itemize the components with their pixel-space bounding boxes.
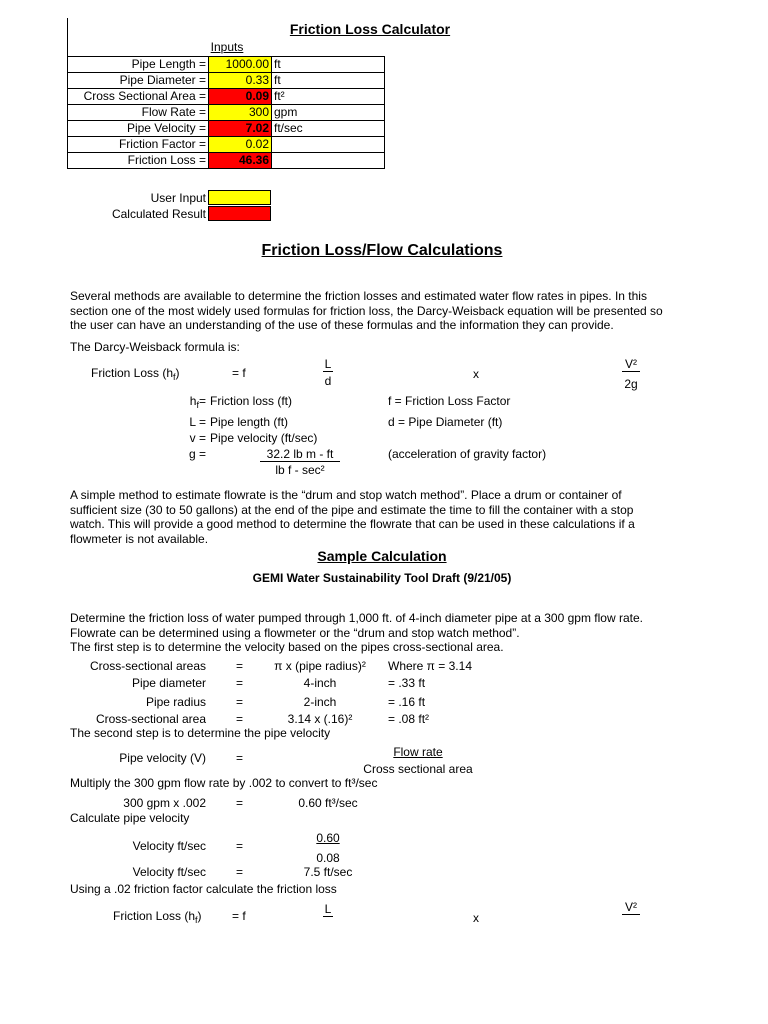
calculator-row (68, 73, 385, 89)
formula-intro: The Darcy-Weisback formula is: (70, 340, 240, 354)
drum-line: flowmeter is not available. (70, 531, 209, 546)
def-g-numerator: 32.2 lb m - ft (266, 447, 334, 461)
area-row-expr: 4-inch (303, 676, 337, 690)
problem-line: Determine the friction loss of water pumped through 1,000 ft. of 4-inch diameter pipe at a 300 gpm flow rate. (70, 611, 643, 625)
convert-text: Multiply the 300 gpm flow rate by .002 to convert to ft³/sec (70, 776, 378, 790)
calculator-row-label: Cross Sectional Area = (68, 89, 209, 105)
area-row-result: Where π = 3.14 (388, 659, 472, 673)
def-v-symbol: v = (189, 431, 206, 445)
calculator-row-unit: ft (272, 73, 385, 89)
velocity-label: Pipe velocity (V) (119, 751, 206, 765)
calculator-row-unit: ft² (272, 89, 385, 105)
calculator-row (68, 105, 385, 121)
area-row-label: Cross-sectional areas (89, 659, 206, 673)
vel2-eq: = (236, 865, 244, 879)
legend-user-input-label: User Input (150, 191, 206, 205)
formula2-lhs: Friction Loss $(h_f)$ (113, 909, 202, 925)
def-hf-text: Friction loss (ft) (210, 394, 293, 408)
calculator-row-label: Flow Rate = (68, 105, 209, 121)
def-f-text: f = Friction Loss Factor (388, 394, 511, 408)
calculator-row-unit: ft (272, 57, 385, 73)
calculator-left-border (67, 18, 68, 58)
def-hf-symbol: $h_f=$ (189, 394, 206, 410)
calculator-row (68, 121, 385, 137)
legend-user-input-swatch (208, 190, 271, 205)
area-row-result: = .33 ft (388, 676, 426, 690)
sample-subtitle: GEMI Water Sustainability Tool Draft (9/21/05) (252, 571, 512, 585)
formula2-times: x (473, 911, 479, 925)
calculator-row-label: Friction Loss = (68, 153, 209, 169)
calculator-title: Friction Loss Calculator (289, 21, 451, 37)
calculator-input-value[interactable]: 0.02 (209, 137, 272, 153)
velocity-eq: = (236, 751, 244, 765)
calculator-row-label: Friction Factor = (68, 137, 209, 153)
calculator-table (67, 56, 385, 169)
intro-line: section one of the most widely used formulas for friction loss, the Darcy-Weisback equation will be presented so (70, 303, 663, 318)
drum-paragraph (70, 488, 710, 546)
area-row-label: Pipe diameter (131, 676, 206, 690)
area-row-expr: 2-inch (303, 695, 337, 709)
calculator-row-unit (272, 153, 385, 169)
formula-fraction-bar-2 (622, 371, 640, 372)
step2-text: The second step is to determine the pipe velocity (70, 726, 331, 740)
calculator-row (68, 137, 385, 153)
vel2-label: Velocity ft/sec (132, 865, 206, 879)
area-row-eq: = (236, 712, 244, 726)
convert-value: 0.60 ft³/sec (298, 796, 358, 810)
area-row-eq: = (236, 676, 244, 690)
formula-den-2g: 2g (624, 377, 638, 391)
area-row-label: Pipe radius (145, 695, 206, 709)
def-v-text: Pipe velocity (ft/sec) (210, 431, 318, 445)
vel1-eq: = (236, 839, 244, 853)
legend-calculated-label: Calculated Result (111, 207, 206, 221)
friction-text: Using a .02 friction factor calculate the friction loss (70, 882, 337, 896)
problem-line: The first step is to determine the velocity based on the pipes cross-sectional area. (70, 640, 504, 654)
vel2-value: 7.5 ft/sec (303, 865, 353, 879)
velocity-denominator: Cross sectional area (363, 762, 473, 776)
formula2-fraction-bar-1 (323, 916, 333, 917)
calculator-input-value[interactable]: 0.33 (209, 73, 272, 89)
calculator-row (68, 57, 385, 73)
formula-den-d: d (324, 374, 332, 388)
calculator-result-value: 7.02 (209, 121, 272, 137)
calculator-row-label: Pipe Length = (68, 57, 209, 73)
formula2-fraction-bar-2 (622, 914, 640, 915)
calculator-row-unit: gpm (272, 105, 385, 121)
area-row-expr: 3.14 x (.16)² (287, 712, 353, 726)
intro-line: the user can have an understanding of the use of these formulas and the information they can provide. (70, 318, 614, 332)
formula2-num-l: L (324, 902, 332, 916)
calculator-row-label: Pipe Velocity = (68, 121, 209, 137)
convert-eq: = (236, 796, 244, 810)
area-row-result: = .08 ft² (388, 712, 430, 726)
def-l-text: Pipe length (ft) (210, 415, 289, 429)
intro-line: Several methods are available to determine the friction losses and estimated water flow rates in pipes. In this (70, 289, 647, 303)
def-d-text: d = Pipe Diameter (ft) (388, 415, 503, 429)
inputs-label: Inputs (210, 40, 244, 54)
calculator-row (68, 89, 385, 105)
calc-velocity-text: Calculate pipe velocity (70, 811, 190, 825)
vel1-label: Velocity ft/sec (132, 839, 206, 853)
sample-title: Sample Calculation (317, 548, 447, 564)
problem-line: Flowrate can be determined using a flowmeter or the “drum and stop watch method”. (70, 625, 520, 640)
def-g-denominator: lb f - sec² (275, 463, 325, 477)
legend-calculated-swatch (208, 206, 271, 221)
drum-line: A simple method to estimate flowrate is the “drum and stop watch method”. Place a drum or container of (70, 488, 622, 502)
calculator-input-value[interactable]: 1000.00 (209, 57, 272, 73)
calculator-row-unit (272, 137, 385, 153)
vel1-denominator: 0.08 (316, 851, 340, 865)
convert-label: 300 gpm x .002 (123, 796, 206, 810)
formula-equals-f: = f (232, 366, 246, 380)
vel1-numerator: 0.60 (316, 831, 340, 845)
velocity-numerator: Flow rate (393, 745, 443, 759)
formula-lhs: Friction Loss $(h_f)$ (91, 366, 180, 382)
formula-num-l: L (324, 357, 332, 371)
area-row-eq: = (236, 695, 244, 709)
formula-num-v2: V² (625, 357, 637, 371)
def-g-text: (acceleration of gravity factor) (388, 447, 547, 461)
area-row-label: Cross-sectional area (95, 712, 206, 726)
problem-paragraph (70, 611, 710, 655)
section-title: Friction Loss/Flow Calculations (261, 242, 503, 259)
intro-paragraph (70, 289, 710, 333)
calculator-result-value: 0.09 (209, 89, 272, 105)
calculator-row-unit: ft/sec (272, 121, 385, 137)
area-row-expr: π x (pipe radius)² (274, 659, 366, 673)
calculator-input-value[interactable]: 300 (209, 105, 272, 121)
formula-fraction-bar-1 (323, 371, 333, 372)
formula2-num-v2: V² (625, 900, 637, 914)
drum-line: watch. This will provide a good method to determine the flowrate that can be used in these calculations if a (70, 517, 635, 531)
calculator-row (68, 153, 385, 169)
calculator-result-value: 46.36 (209, 153, 272, 169)
drum-line: sufficient size (30 to 50 gallons) at the end of the pipe and estimate the time to fill the container with a stop (70, 502, 634, 517)
def-g-symbol: g = (188, 447, 206, 461)
formula-times: x (473, 367, 479, 381)
def-g-fraction-bar (260, 461, 340, 462)
area-row-eq: = (236, 659, 244, 673)
calculator-row-label: Pipe Diameter = (68, 73, 209, 89)
formula2-equals-f: = f (232, 909, 246, 923)
area-row-result: = .16 ft (388, 695, 426, 709)
def-l-symbol: L = (189, 415, 206, 429)
